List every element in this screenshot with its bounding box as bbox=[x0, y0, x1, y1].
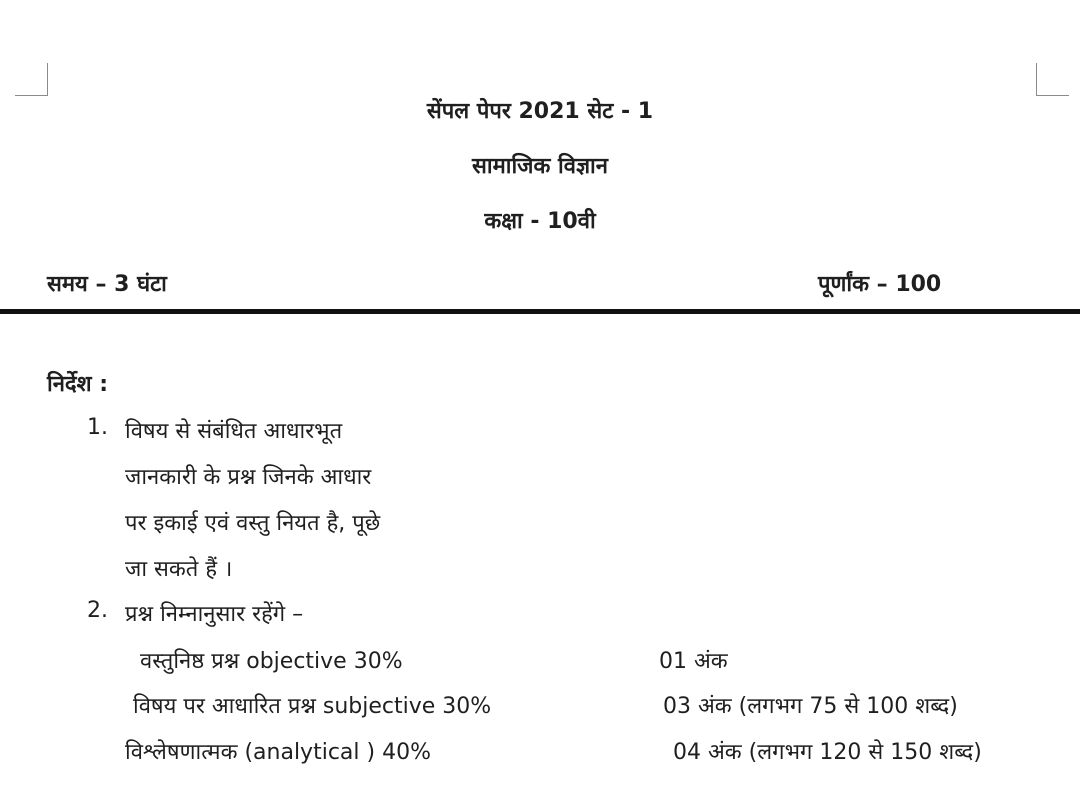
header-divider bbox=[0, 309, 1080, 314]
question-marks-objective: 01 अंक bbox=[659, 649, 728, 674]
question-type-analytical: विश्लेषणात्मक (analytical ) 40% bbox=[125, 740, 431, 765]
question-type-subjective: विषय पर आधारित प्रश्न subjective 30% bbox=[133, 694, 492, 719]
time-label: समय – 3 घंटा bbox=[47, 272, 167, 297]
total-marks-label: पूर्णांक – 100 bbox=[818, 272, 942, 297]
instruction-2-text: प्रश्न निम्नानुसार रहेंगे – bbox=[125, 602, 304, 627]
question-marks-subjective: 03 अंक (लगभग 75 से 100 शब्द) bbox=[663, 694, 958, 719]
grade-title: कक्षा - 10वी bbox=[484, 209, 596, 234]
instruction-1-line-2: जानकारी के प्रश्न जिनके आधार bbox=[125, 465, 372, 490]
instruction-1-line-3: पर इकाई एवं वस्तु नियत है, पूछे bbox=[125, 511, 381, 536]
instruction-1-line-1: विषय से संबंधित आधारभूत bbox=[125, 419, 343, 444]
instruction-number-2: 2. bbox=[87, 598, 108, 623]
paper-title: सेंपल पेपर 2021 सेट - 1 bbox=[426, 99, 654, 124]
question-marks-analytical: 04 अंक (लगभग 120 से 150 शब्द) bbox=[673, 740, 982, 765]
page-corner-mark-right bbox=[1036, 63, 1069, 96]
question-type-objective: वस्तुनिष्ठ प्रश्न objective 30% bbox=[140, 649, 403, 674]
page-corner-mark-left bbox=[15, 63, 48, 96]
instruction-1-line-4: जा सकते हैं । bbox=[125, 557, 233, 582]
instructions-heading: निर्देश : bbox=[47, 372, 109, 397]
instruction-number-1: 1. bbox=[87, 415, 108, 440]
subject-title: सामाजिक विज्ञान bbox=[472, 154, 608, 179]
